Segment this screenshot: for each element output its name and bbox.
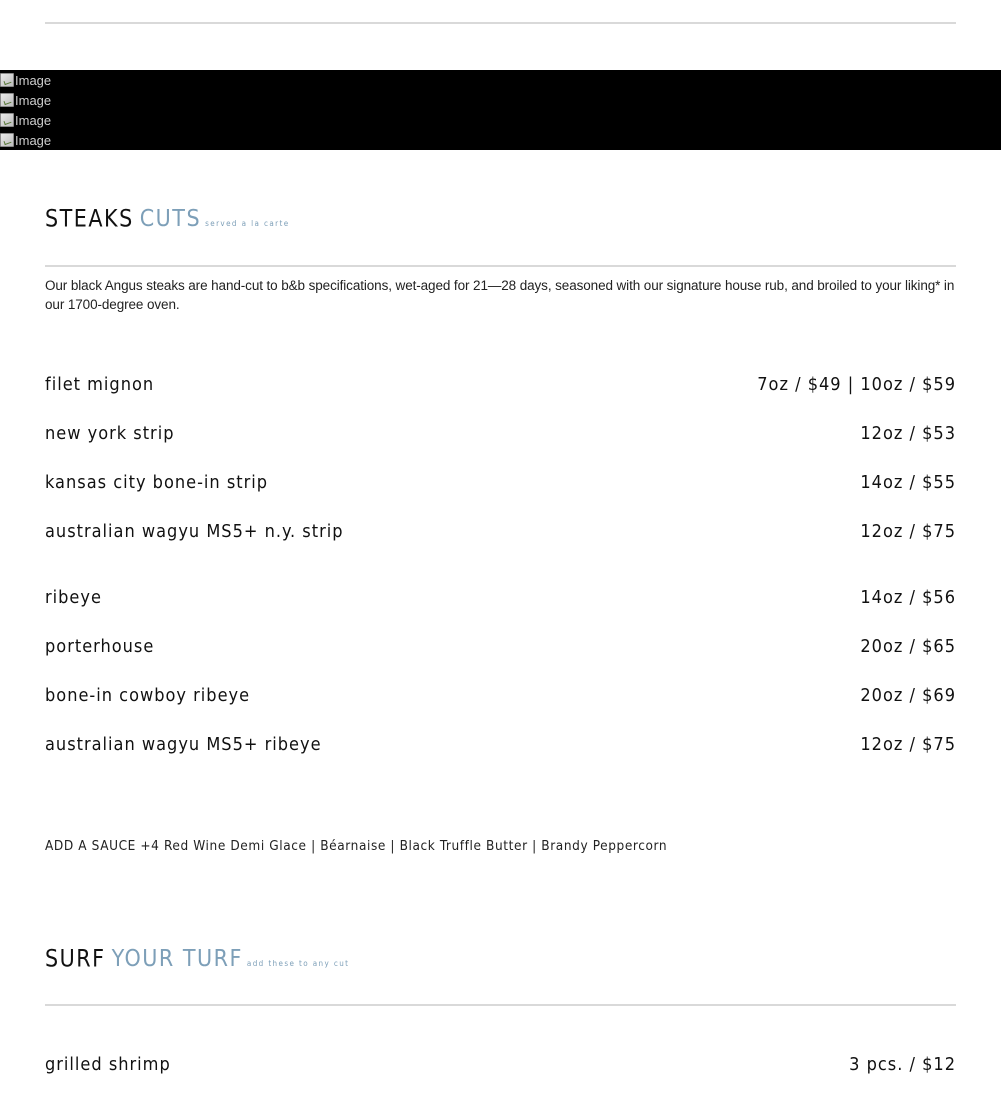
surf-subtitle: add these to any cut [246, 959, 350, 968]
surf-section-title [45, 946, 349, 972]
steaks-divider [45, 265, 956, 267]
sauce-addon-line: ADD A SAUCE +4 Red Wine Demi Glace | Béarnaise | Black Truffle Butter | Brandy Peppercorn [45, 838, 668, 854]
menu-item-price: 12oz / $53 [860, 422, 956, 444]
image-alt-text: Image [15, 92, 52, 108]
menu-item-row [45, 681, 956, 709]
menu-item-price: 20oz / $65 [860, 635, 956, 657]
menu-item-name: kansas city bone-in strip [45, 471, 269, 493]
menu-item-name: porterhouse [45, 635, 155, 657]
image-placeholder [0, 70, 51, 90]
menu-item-row [45, 419, 956, 447]
menu-item-price: 20oz / $69 [860, 684, 956, 706]
top-divider [45, 22, 956, 24]
image-alt-text: Image [15, 132, 52, 148]
broken-image-icon [0, 73, 14, 87]
image-placeholder [0, 90, 51, 110]
menu-item-name: australian wagyu MS5+ ribeye [45, 733, 322, 755]
broken-image-icon [0, 93, 14, 107]
steaks-section-title [45, 206, 290, 232]
menu-item-price: 14oz / $56 [860, 586, 956, 608]
menu-item-row [45, 1050, 956, 1078]
image-alt-text: Image [15, 72, 52, 88]
menu-item-row [45, 730, 956, 758]
menu-item-price: 12oz / $75 [860, 733, 956, 755]
menu-item-row [45, 583, 956, 611]
broken-image-icon [0, 133, 14, 147]
menu-item-name: new york strip [45, 422, 175, 444]
steaks-title-word2: CUTS [139, 206, 202, 232]
steaks-subtitle: served a la carte [205, 219, 290, 228]
menu-item-name: australian wagyu MS5+ n.y. strip [45, 520, 344, 542]
surf-title-word1: SURF [45, 945, 106, 973]
menu-item-price: 3 pcs. / $12 [849, 1053, 956, 1075]
surf-title-word2: YOUR TURF [111, 946, 243, 972]
menu-item-name: bone-in cowboy ribeye [45, 684, 251, 706]
menu-item-row [45, 370, 956, 398]
menu-item-row [45, 632, 956, 660]
image-banner [0, 70, 1001, 150]
menu-item-name: grilled shrimp [45, 1053, 171, 1075]
menu-item-price: 7oz / $49 | 10oz / $59 [757, 373, 956, 395]
steaks-title-word1: STEAKS [45, 205, 134, 233]
menu-item-name: ribeye [45, 586, 102, 608]
image-placeholder [0, 110, 51, 130]
image-alt-text: Image [15, 112, 52, 128]
menu-item-price: 12oz / $75 [860, 520, 956, 542]
menu-item-name: filet mignon [45, 373, 155, 395]
menu-item-row [45, 517, 956, 545]
image-placeholder [0, 130, 51, 150]
menu-item-row [45, 468, 956, 496]
surf-divider [45, 1004, 956, 1006]
broken-image-icon [0, 113, 14, 127]
steaks-intro: Our black Angus steaks are hand-cut to b&b specifications, wet-aged for 21—28 days, seasoned with our signature house rub, and broiled to your liking* in our 1700-degree oven. [45, 278, 955, 312]
menu-item-price: 14oz / $55 [860, 471, 956, 493]
